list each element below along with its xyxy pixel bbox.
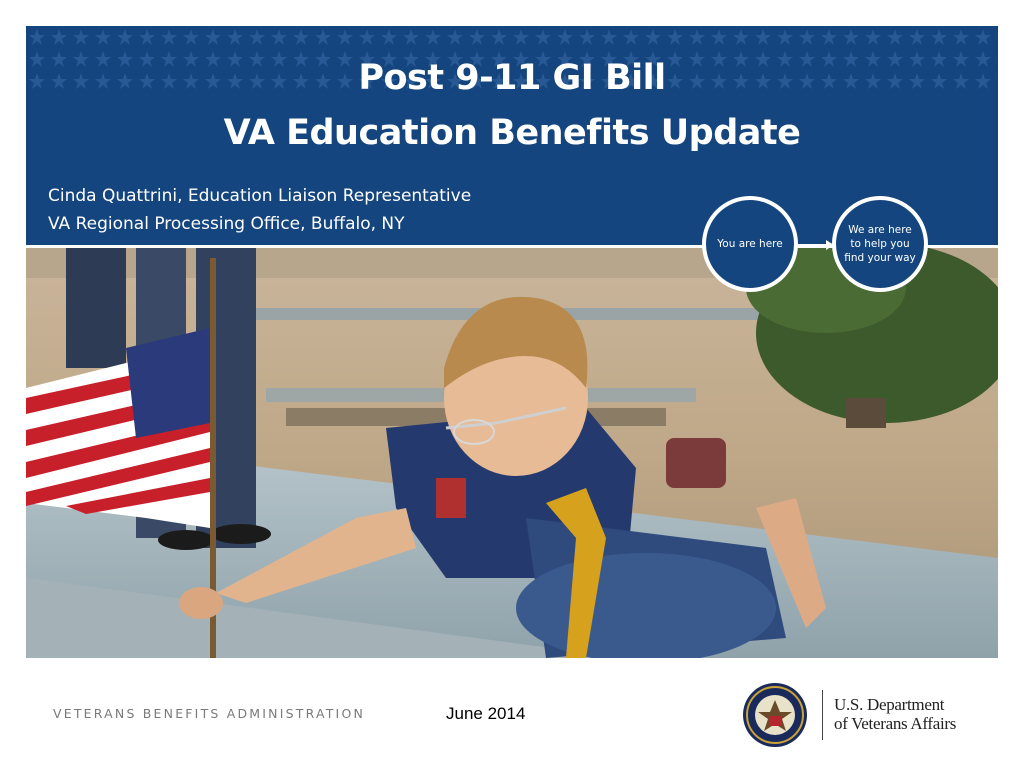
- help-find-way-label: We are here to help you find your way: [844, 224, 916, 264]
- arrow-connector-icon: [798, 238, 834, 252]
- boy-placing-flag-photo: [26, 248, 998, 658]
- va-seal-icon: [742, 682, 808, 748]
- you-are-here-label: You are here: [717, 238, 783, 250]
- presenter-office: VA Regional Processing Office, Buffalo, NY: [48, 214, 405, 234]
- department-name-line-2: of Veterans Affairs: [834, 714, 957, 733]
- logo-divider: [822, 690, 823, 740]
- presentation-date: June 2014: [446, 704, 526, 723]
- help-find-way-circle: [832, 196, 928, 292]
- you-are-here-circle: [702, 196, 798, 292]
- department-name-line-1: U.S. Department: [834, 695, 945, 714]
- organization-name: VETERANS BENEFITS ADMINISTRATION: [53, 706, 366, 721]
- presenter-name: Cinda Quattrini, Education Liaison Representative: [48, 186, 472, 206]
- title-line-2: VA Education Benefits Update: [223, 113, 801, 153]
- title-line-1: Post 9-11 GI Bill: [358, 58, 666, 98]
